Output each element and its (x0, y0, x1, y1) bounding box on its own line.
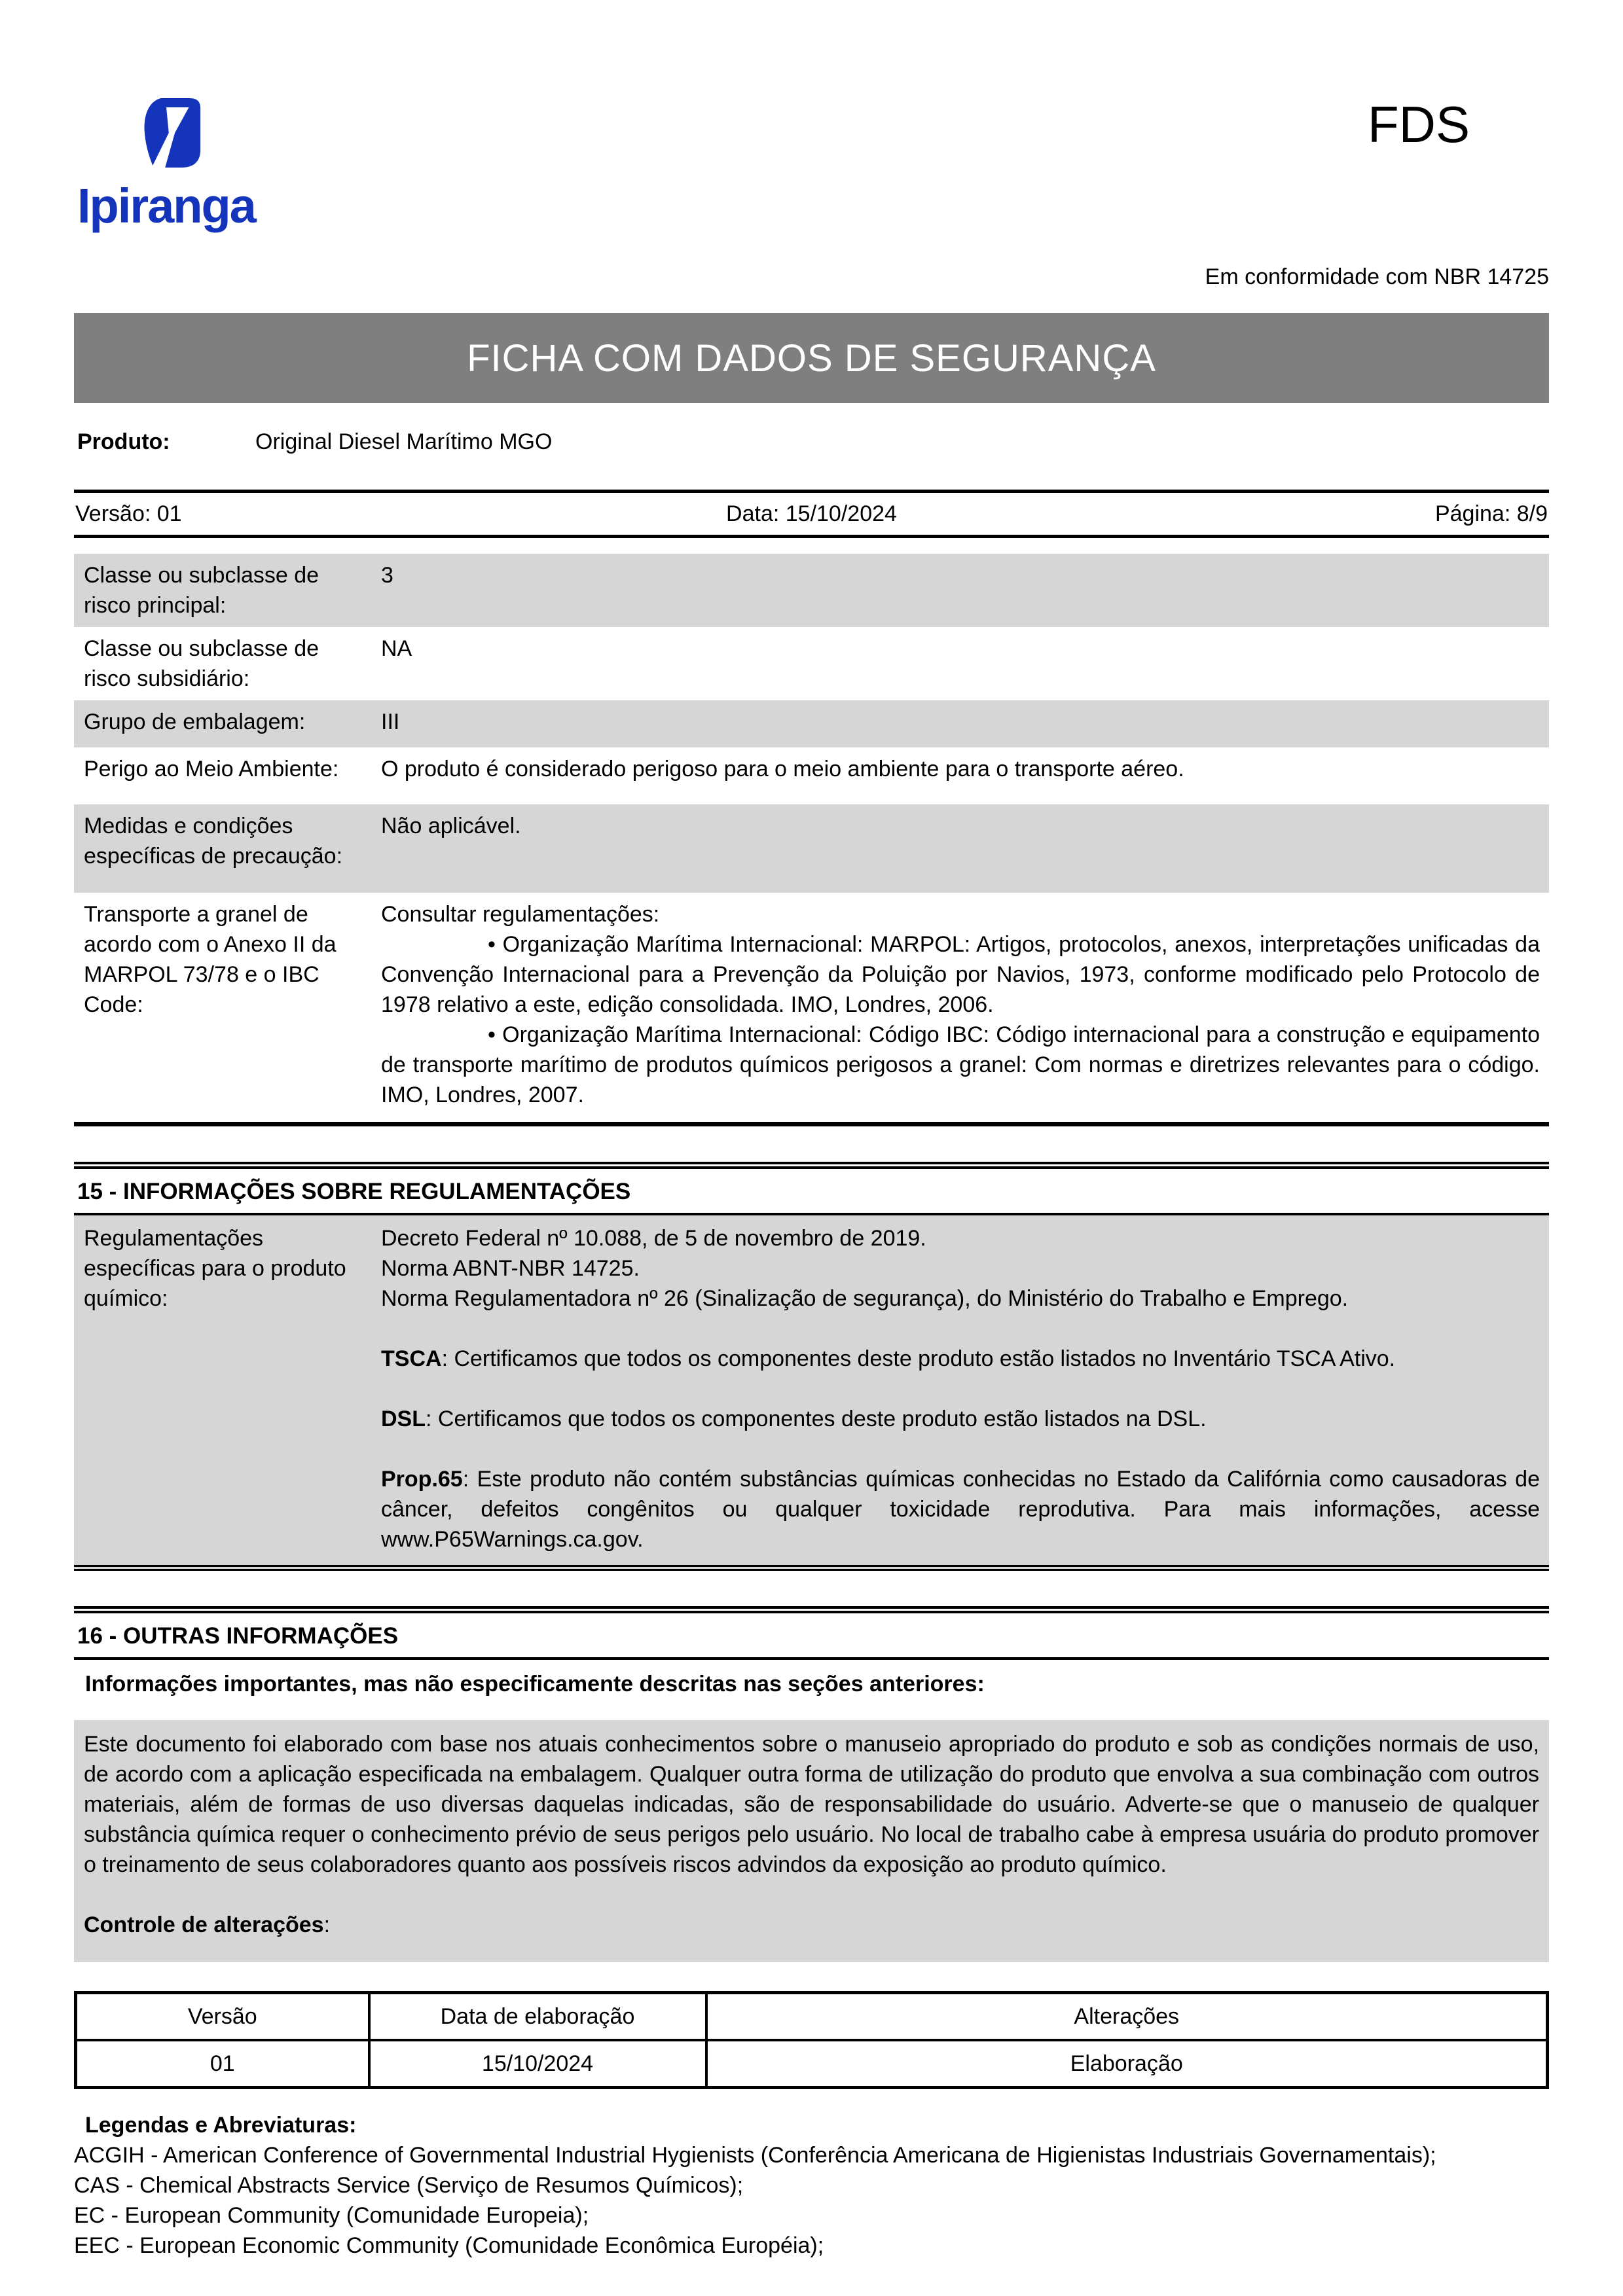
marpol-intro: Consultar regulamentações: (381, 902, 660, 927)
row-label: Medidas e condições específicas de precaução: (84, 814, 343, 869)
changes-header-date: Data de elaboração (369, 1993, 706, 2041)
disclaimer-paragraph: Este documento foi elaborado com base nos atuais conhecimentos sobre o manuseio apropriado do produto e sob as condições normais de uso, de acordo com a aplicação especificada na embalagem. Qualquer outra forma de utilização do produto que envolva a sua combinação com outros materiais, além de formas de uso diversas daquelas indicadas, são de responsabilidade do usuário. Adverte-se que o manuseio de qualquer substância química requer o conhecimento prévio de seus perigos pelo usuário. No local de trabalho cabe à empresa usuária do produto promover o treinamento de seus colaboradores quanto aos possíveis riscos advindos da exposição ao produto químico. (84, 1732, 1539, 1877)
row-value: III (381, 709, 400, 734)
product-label: Produto: (77, 429, 170, 454)
changes-cell-date: 15/10/2024 (369, 2040, 706, 2088)
title-banner (74, 313, 1549, 403)
table-row (74, 747, 1549, 804)
version-text: Versão: 01 (75, 501, 182, 526)
regulations-label: Regulamentações específicas para o produto químico: (84, 1226, 346, 1311)
regulation-line: Norma ABNT-NBR 14725. (381, 1256, 640, 1281)
page-number: Página: 8/9 (1434, 501, 1548, 526)
disclaimer-block (74, 1720, 1549, 1962)
changes-header-version: Versão (76, 1993, 369, 2041)
prop65-term: Prop.65 (381, 1467, 463, 1492)
changes-cell-alterations: Elaboração (706, 2040, 1548, 2088)
tsca-term: TSCA (381, 1346, 442, 1371)
changes-table (74, 1991, 1549, 2089)
date-text: Data: 15/10/2024 (726, 501, 897, 526)
legend-item: EEC - European Economic Community (Comunidade Econômica Européia); (74, 2233, 824, 2258)
row-value: 3 (381, 563, 393, 588)
ibc-bullet: • Organização Marítima Internacional: Código IBC: Código internacional para a construção e equipamento de transporte marítimo de produtos químicos perigosos a granel: Com normas e diretrizes relevantes para o código. IMO, Londres, 2007. (381, 1022, 1540, 1107)
conformity-note: Em conformidade com NBR 14725 (1205, 264, 1549, 289)
legends-title: Legendas e Abreviaturas: (85, 2113, 357, 2138)
product-name: Original Diesel Marítimo MGO (255, 429, 553, 454)
regulations-content (372, 1223, 1540, 1554)
row-value (372, 899, 1540, 1110)
table-row (74, 554, 1549, 627)
legend-item: EC - European Community (Comunidade Europeia); (74, 2203, 589, 2228)
blank-line (381, 1374, 1540, 1404)
table-row (74, 700, 1549, 747)
changes-cell-version: 01 (76, 2040, 369, 2088)
ipiranga-logo-icon (140, 98, 202, 168)
dsl-term: DSL (381, 1407, 426, 1431)
row-label: Transporte a granel de acordo com o Anexo II da MARPOL 73/78 e o IBC Code: (84, 902, 337, 1017)
changes-header-row (76, 1993, 1548, 2041)
row-value: O produto é considerado perigoso para o meio ambiente para o transporte aéreo. (381, 757, 1184, 781)
transport-classification-table (74, 554, 1549, 1126)
regulation-line: Decreto Federal nº 10.088, de 5 de novembro de 2019. (381, 1226, 926, 1251)
dsl-paragraph: DSL: Certificamos que todos os componentes deste produto estão listados na DSL. (381, 1407, 1207, 1431)
legends-block (74, 2110, 1549, 2261)
section-16-heading: 16 - OUTRAS INFORMAÇÕES (74, 1606, 1549, 1660)
regulations-block (74, 1215, 1549, 1571)
doc-code: FDS (1368, 96, 1470, 153)
row-label: Classe ou subclasse de risco subsidiário: (84, 636, 319, 691)
legend-item: CAS - Chemical Abstracts Service (Serviço de Resumos Químicos); (74, 2173, 744, 2198)
page-title: FICHA COM DADOS DE SEGURANÇA (467, 336, 1156, 380)
ipiranga-logo (77, 98, 274, 234)
row-value: NA (381, 636, 412, 661)
row-label: Classe ou subclasse de risco principal: (84, 563, 319, 618)
product-line (77, 427, 552, 457)
changes-header-alterations: Alterações (706, 1993, 1548, 2041)
row-value: Não aplicável. (381, 814, 521, 838)
tsca-paragraph: TSCA: Certificamos que todos os componentes deste produto estão listados no Inventário TSCA Ativo. (381, 1346, 1396, 1371)
document-body (74, 554, 1549, 2261)
blank-line (381, 1314, 1540, 1344)
table-row (74, 627, 1549, 700)
legend-item: ACGIH - American Conference of Governmental Industrial Hygienists (Conferência Americana de Higienistas Industriais Governamentais); (74, 2143, 1436, 2168)
row-label: Grupo de embalagem: (84, 709, 306, 734)
meta-bar (74, 490, 1549, 538)
regulation-line: Norma Regulamentadora nº 26 (Sinalização de segurança), do Ministério do Trabalho e Emprego. (381, 1286, 1349, 1311)
blank-line (84, 1880, 1539, 1910)
change-control-label: Controle de alterações: (84, 1912, 331, 1937)
table-row (74, 804, 1549, 893)
blank-line (381, 1434, 1540, 1464)
important-info-subheading: Informações importantes, mas não especificamente descritas nas seções anteriores: (85, 1672, 985, 1696)
section-15-heading: 15 - INFORMAÇÕES SOBRE REGULAMENTAÇÕES (74, 1162, 1549, 1215)
change-control-term: Controle de alterações (84, 1912, 324, 1937)
prop65-paragraph: Prop.65: Este produto não contém substâncias químicas conhecidas no Estado da Califórnia como causadoras de câncer, defeitos congênitos ou qualquer toxicidade reprodutiva. Para mais informações, acesse www.P65Warnings.ca.gov. (381, 1467, 1540, 1552)
table-row (74, 893, 1549, 1122)
changes-data-row (76, 2040, 1548, 2088)
marpol-bullet: • Organização Marítima Internacional: MARPOL: Artigos, protocolos, anexos, interpretações unificadas da Convenção Internacional para a Prevenção da Poluição por Navios, 1973, conforme modificado pelo Protocolo de 1978 relativo a este, edição consolidada. IMO, Londres, 2006. (381, 932, 1540, 1017)
row-label: Perigo ao Meio Ambiente: (84, 757, 339, 781)
brand-wordmark: Ipiranga (77, 179, 255, 233)
